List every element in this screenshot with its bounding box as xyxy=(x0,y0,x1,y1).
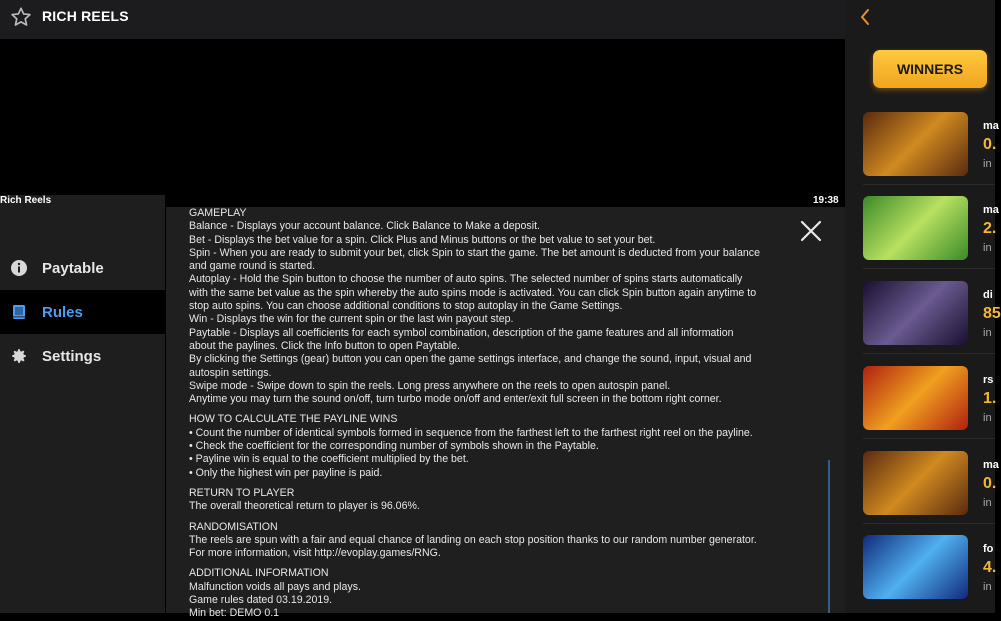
book-icon xyxy=(10,303,28,321)
sidebar-header xyxy=(845,0,995,39)
close-icon[interactable] xyxy=(799,219,823,243)
winner-item[interactable] xyxy=(863,366,995,430)
menu-item-label: Settings xyxy=(42,347,102,365)
divider xyxy=(863,353,995,354)
rules-line: Balance - Displays your account balance. Click Balance to Make a deposit. xyxy=(189,220,540,233)
rules-scrollbar[interactable] xyxy=(828,460,830,613)
divider xyxy=(863,438,995,439)
winner-game: in xyxy=(983,412,992,424)
rules-line: about the paylines. Click the Info button to open Paytable. xyxy=(189,339,460,352)
divider xyxy=(863,184,995,185)
rules-line: autospin settings. xyxy=(189,366,272,379)
rules-menu xyxy=(0,246,165,378)
game-name: Rich Reels xyxy=(0,195,52,206)
rules-line: Spin - When you are ready to submit your bet, click Spin to start the game. The bet amount is deducted from your balance xyxy=(189,246,760,259)
menu-item-label: Paytable xyxy=(42,259,104,277)
winner-game: in xyxy=(983,158,992,170)
winner-game: in xyxy=(983,242,992,254)
winner-amount: 2. xyxy=(983,220,997,237)
menu-item-settings[interactable] xyxy=(0,334,165,378)
rules-line: Bet - Displays the bet value for a spin. Click Plus and Minus buttons or the bet value to set your bet. xyxy=(189,233,656,246)
rules-line: Swipe mode - Swipe down to spin the reels. Long press anywhere on the reels to open autospin panel. xyxy=(189,379,671,392)
winner-amount: 1. xyxy=(983,390,997,407)
menu-item-paytable[interactable] xyxy=(0,246,165,290)
game-thumbnail xyxy=(863,112,968,176)
rules-line: and game round is started. xyxy=(189,260,316,273)
rules-line: Win - Displays the win for the current spin or the last win payout step. xyxy=(189,313,514,326)
winner-amount: 0. xyxy=(983,136,997,153)
winner-item[interactable] xyxy=(863,281,1001,345)
winner-item[interactable] xyxy=(863,112,999,176)
rules-line: • Count the number of identical symbols formed in sequence from the farthest left to the farthest right reel on the payline. xyxy=(189,426,753,439)
winner-amount: 4. xyxy=(983,559,997,576)
game-thumbnail xyxy=(863,535,968,599)
rules-line: Paytable - Displays all coefficients for each symbol combination, description of the game features and all information xyxy=(189,326,734,339)
winner-user: di xyxy=(983,289,993,301)
game-thumbnail xyxy=(863,196,968,260)
rules-line: GAMEPLAY xyxy=(189,207,247,219)
chevron-left-icon[interactable] xyxy=(859,8,871,31)
info-icon xyxy=(10,259,28,277)
winners-sidebar xyxy=(845,0,1001,613)
rules-content[interactable] xyxy=(166,207,846,620)
rules-line: Anytime you may turn the sound on/off, turn turbo mode on/off and enter/exit full screen in the bottom right corner. xyxy=(189,393,722,406)
winner-user: ma xyxy=(983,204,999,216)
winner-game: in xyxy=(983,497,992,509)
rules-line: The overall theoretical return to player is 96.06%. xyxy=(189,500,420,513)
winner-amount: 0. xyxy=(983,475,997,492)
winner-user: ma xyxy=(983,120,999,132)
menu-item-label: Rules xyxy=(42,303,83,321)
top-bar xyxy=(0,0,845,39)
game-thumbnail xyxy=(863,451,968,515)
section-title: RANDOMISATION xyxy=(189,520,278,533)
winner-amount: 85 xyxy=(983,305,1001,322)
winners-button[interactable]: WINNERS xyxy=(873,50,987,88)
rules-line: • Only the highest win per payline is paid. xyxy=(189,466,383,479)
rules-line: For more information, visit http://evoplay.games/RNG. xyxy=(189,547,441,560)
winner-user: rs xyxy=(983,374,994,386)
clock: 19:38 xyxy=(813,195,839,206)
rules-line: with the same bet value as the spin whereby the auto spins mode is activated. You can click Spin button again anytime to xyxy=(189,286,757,299)
game-thumbnail xyxy=(863,366,968,430)
menu-item-rules[interactable] xyxy=(0,290,165,334)
winner-user: ma xyxy=(983,459,999,471)
rules-line: By clicking the Settings (gear) button you can open the game settings interface, and change the sound, input, visual and xyxy=(189,353,752,366)
rules-line: • Payline win is equal to the coefficient multiplied by the bet. xyxy=(189,453,469,466)
rules-line: Min bet: DEMO 0.1 xyxy=(189,607,280,620)
winner-item[interactable] xyxy=(863,535,995,599)
game-thumbnail xyxy=(863,281,968,345)
section-title: RETURN TO PLAYER xyxy=(189,486,295,499)
winner-game: in xyxy=(983,327,992,339)
winner-game: in xyxy=(983,581,992,593)
rules-line: Game rules dated 03.19.2019. xyxy=(189,594,333,607)
rules-line: • Check the coefficient for the corresponding number of symbols shown in the Paytable. xyxy=(189,440,599,453)
rules-line: stop auto spins. You can choose additional conditions to stop autoplay in the Game Settings. xyxy=(189,300,623,313)
gear-icon xyxy=(10,347,28,365)
section-title: HOW TO CALCULATE THE PAYLINE WINS xyxy=(189,413,398,426)
app-title: RICH REELS xyxy=(42,8,129,24)
rules-text xyxy=(189,207,829,621)
rules-line: The reels are spun with a fair and equal chance of landing on each stop position thanks to our random number generator. xyxy=(189,533,757,546)
winner-item[interactable] xyxy=(863,451,999,515)
star-icon[interactable] xyxy=(10,6,32,28)
divider xyxy=(863,523,995,524)
winner-user: fo xyxy=(983,543,994,555)
rules-line: Autoplay - Hold the Spin button to choose the number of auto spins. The selected number of spins starts automatically xyxy=(189,273,743,286)
section-title: ADDITIONAL INFORMATION xyxy=(189,567,329,580)
winner-item[interactable] xyxy=(863,196,999,260)
rules-line: Malfunction voids all pays and plays. xyxy=(189,580,361,593)
divider xyxy=(863,268,995,269)
